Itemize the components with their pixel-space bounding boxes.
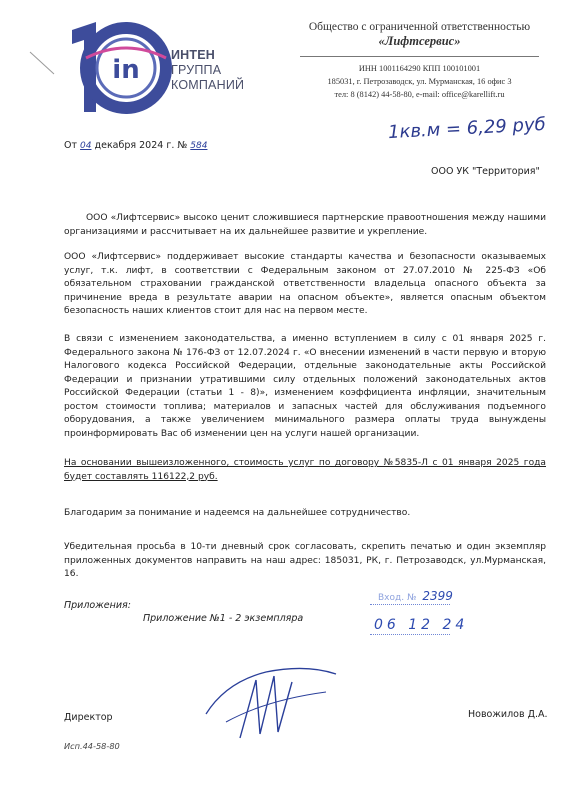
inn-kpp: ИНН 1001164290 КПП 100101001	[358, 64, 481, 73]
company-header	[292, 21, 547, 101]
header-divider	[300, 56, 539, 57]
thanks-paragraph: Благодарим за понимание и надеемся на дальнейшее сотрудничество.	[64, 508, 411, 518]
paragraph-3: В связи с изменением законодательства, а именно вступлением в силу с 01 января 2025 г. Федерального закона № 176-ФЗ от 12.07.2024 г. «О внесении изменений в части первую и вторую Налогового кодекса Российской Федерации, отдельные законодательные акты Российской Федерации и признании утратившими силу отдельных положений законодательных актов Российской Федерации (статьи 1 - 8)», изменением коэффициента инфляции, значительным ростом стоимости топлива; материалов и запасных частей для обслуживания подъемного оборудования, а также увеличением минимального размера оплаты труда вынуждены проинформировать Вас об изменении цен на услуги нашей организации.	[64, 334, 546, 439]
executor-phone: Исп.44-58-80	[64, 741, 120, 751]
svg-text:in: in	[112, 55, 140, 85]
attachment-item: Приложение №1 - 2 экземпляра	[143, 613, 304, 624]
recipient: ООО УК "Территория"	[431, 166, 540, 177]
paragraph-1: ООО «Лифтсервис» высоко ценит сложившиеся партнерские правоотношения между нашими организациями и рассчитывает на их дальнейшее развитие и укрепление.	[64, 213, 546, 237]
letter-number: 584	[190, 141, 208, 151]
date-line	[64, 140, 207, 151]
incoming-stamp	[374, 584, 469, 654]
logo-line-1: ИНТЕН	[171, 48, 216, 62]
director-position: Директор	[64, 712, 113, 723]
request-paragraph: Убедительная просьба в 10-ти дневный срок согласовать, скрепить печатью и один экземпляр приложенных документов направить на наш адрес: 185031, РК, г. Петрозаводск, ул.Мурманская, 16.	[64, 542, 546, 579]
logo-line-2: ГРУППА	[171, 63, 222, 77]
stamp-date: 06 12 24	[374, 617, 469, 633]
stamp-line-1	[370, 604, 450, 605]
date-day: 04	[80, 141, 92, 151]
attachments-label: Приложения:	[64, 600, 131, 611]
pencil-mark	[28, 48, 58, 78]
stamp-incoming-number: 2399	[422, 589, 453, 603]
logo-mark-icon	[62, 18, 172, 118]
date-from-label: От	[64, 140, 78, 151]
company-contacts: тел: 8 (8142) 44-58-80, e-mail: office@karellift.ru	[334, 90, 505, 99]
signer-name: Новожилов Д.А.	[468, 709, 548, 720]
logo-line-3: КОМПАНИЙ	[171, 78, 245, 92]
paragraph-2: ООО «Лифтсервис» поддерживает высокие стандарты качества и безопасности оказываемых услуг, т.к. лифт, в соответствии с Федеральным законом от 27.07.2010 № 225-ФЗ «Об обязательном страховании гражданской ответственности владельца опасного объекта за причинение вреда в результате аварии на опасном объекте», является опасным объектом безопасность наших клиентов стоит для нас на первом месте.	[64, 252, 546, 316]
logo-text	[171, 48, 244, 93]
price-paragraph: На основании вышеизложенного, стоимость услуг по договору №5835-Л с 01 января 2025 года будет составлять 116122,2 руб.	[64, 458, 546, 482]
org-form: Общество с ограниченной ответственностью	[308, 21, 531, 33]
handwritten-price-note: 1кв.м = 6,29 руб	[387, 113, 547, 144]
stamp-incoming	[378, 589, 453, 603]
date-rest: декабря 2024 г. №	[94, 140, 188, 151]
director-signature	[196, 652, 346, 742]
company-address: 185031, г. Петрозаводск, ул. Мурманская, 16 офис 3	[327, 77, 512, 86]
company-name: «Лифтсервис»	[378, 34, 461, 48]
stamp-line-2	[370, 634, 450, 635]
stamp-incoming-label: Вход. №	[378, 593, 417, 603]
